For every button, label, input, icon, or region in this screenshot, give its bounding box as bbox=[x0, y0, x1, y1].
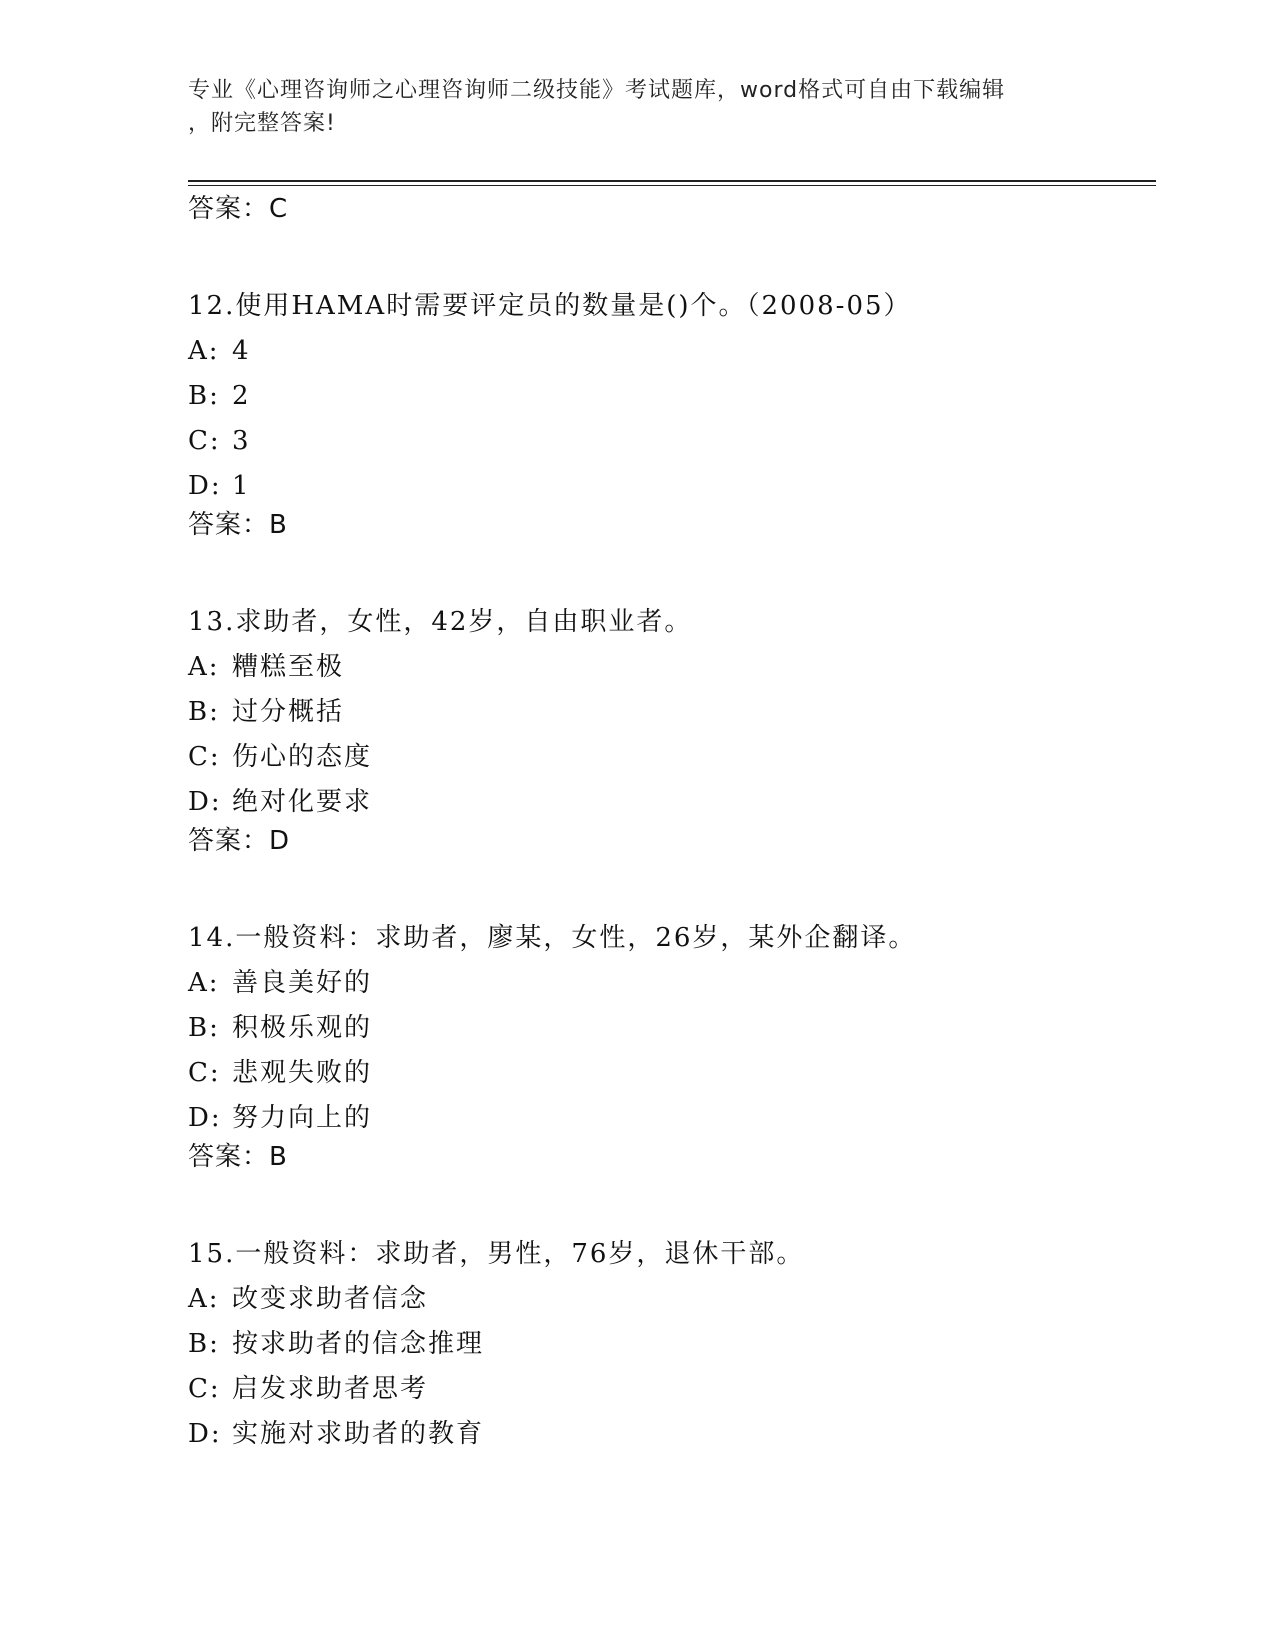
question-text: 13.求助者，女性，42岁，自由职业者。 bbox=[188, 607, 693, 637]
option-d bbox=[188, 1412, 1148, 1457]
option-text: 按求助者的信念推理 bbox=[232, 1329, 485, 1359]
option-b bbox=[188, 1006, 1148, 1051]
option-c bbox=[188, 419, 1148, 464]
option-letter: D: bbox=[188, 1103, 222, 1133]
option-a bbox=[188, 329, 1148, 374]
option-letter: A: bbox=[188, 1284, 220, 1314]
header-line-2: ，附完整答案! bbox=[188, 111, 336, 136]
option-letter: B: bbox=[188, 697, 220, 727]
option-letter: B: bbox=[188, 1329, 220, 1359]
option-text: 善良美好的 bbox=[232, 968, 373, 998]
option-letter: C: bbox=[188, 426, 221, 456]
option-text: 积极乐观的 bbox=[232, 1013, 373, 1043]
option-letter: C: bbox=[188, 1374, 221, 1404]
option-letter: D: bbox=[188, 471, 222, 501]
option-text: 努力向上的 bbox=[232, 1103, 373, 1133]
question-item bbox=[188, 283, 1148, 541]
option-text: 3 bbox=[232, 426, 251, 456]
option-text: 启发求助者思考 bbox=[232, 1374, 429, 1404]
question-item bbox=[188, 599, 1148, 857]
option-text: 过分概括 bbox=[232, 697, 345, 727]
option-c bbox=[188, 1051, 1148, 1096]
option-a bbox=[188, 645, 1148, 690]
option-d bbox=[188, 780, 1148, 825]
question-text: 12.使用HAMA时需要评定员的数量是()个。（2008-05） bbox=[188, 291, 912, 321]
option-c bbox=[188, 735, 1148, 780]
option-letter: C: bbox=[188, 1058, 221, 1088]
document-header bbox=[188, 74, 1088, 140]
option-b bbox=[188, 1322, 1148, 1367]
header-divider-thin bbox=[188, 185, 1156, 186]
question-item bbox=[188, 915, 1148, 1173]
question-text: 15.一般资料：求助者，男性，76岁，退休干部。 bbox=[188, 1239, 805, 1269]
option-text: 4 bbox=[232, 336, 251, 366]
option-c bbox=[188, 1367, 1148, 1412]
option-letter: A: bbox=[188, 336, 220, 366]
header-divider-thick bbox=[188, 180, 1156, 182]
option-a bbox=[188, 961, 1148, 1006]
option-text: 1 bbox=[232, 471, 251, 501]
option-letter: C: bbox=[188, 742, 221, 772]
option-letter: B: bbox=[188, 1013, 220, 1043]
option-d bbox=[188, 1096, 1148, 1141]
option-b bbox=[188, 374, 1148, 419]
option-letter: D: bbox=[188, 787, 222, 817]
option-text: 2 bbox=[232, 381, 251, 411]
option-text: 悲观失败的 bbox=[232, 1058, 373, 1088]
answer-line: 答案：D bbox=[188, 826, 291, 856]
header-line-1: 专业《心理咨询师之心理咨询师二级技能》考试题库，word格式可自由下载编辑 bbox=[188, 78, 1006, 103]
question-list bbox=[188, 193, 1148, 1457]
option-text: 实施对求助者的教育 bbox=[232, 1419, 485, 1449]
question-item bbox=[188, 1231, 1148, 1457]
option-b bbox=[188, 690, 1148, 735]
option-text: 绝对化要求 bbox=[232, 787, 373, 817]
option-letter: B: bbox=[188, 381, 220, 411]
option-text: 伤心的态度 bbox=[232, 742, 373, 772]
option-d bbox=[188, 464, 1148, 509]
option-letter: D: bbox=[188, 1419, 222, 1449]
option-text: 糟糕至极 bbox=[232, 652, 345, 682]
option-letter: A: bbox=[188, 652, 220, 682]
option-text: 改变求助者信念 bbox=[232, 1284, 429, 1314]
answer-line: 答案：B bbox=[188, 1142, 288, 1172]
answer-line: 答案：B bbox=[188, 510, 288, 540]
question-text: 14.一般资料：求助者，廖某，女性，26岁，某外企翻译。 bbox=[188, 923, 917, 953]
option-a bbox=[188, 1277, 1148, 1322]
answer-line: 答案：C bbox=[188, 194, 289, 224]
option-letter: A: bbox=[188, 968, 220, 998]
